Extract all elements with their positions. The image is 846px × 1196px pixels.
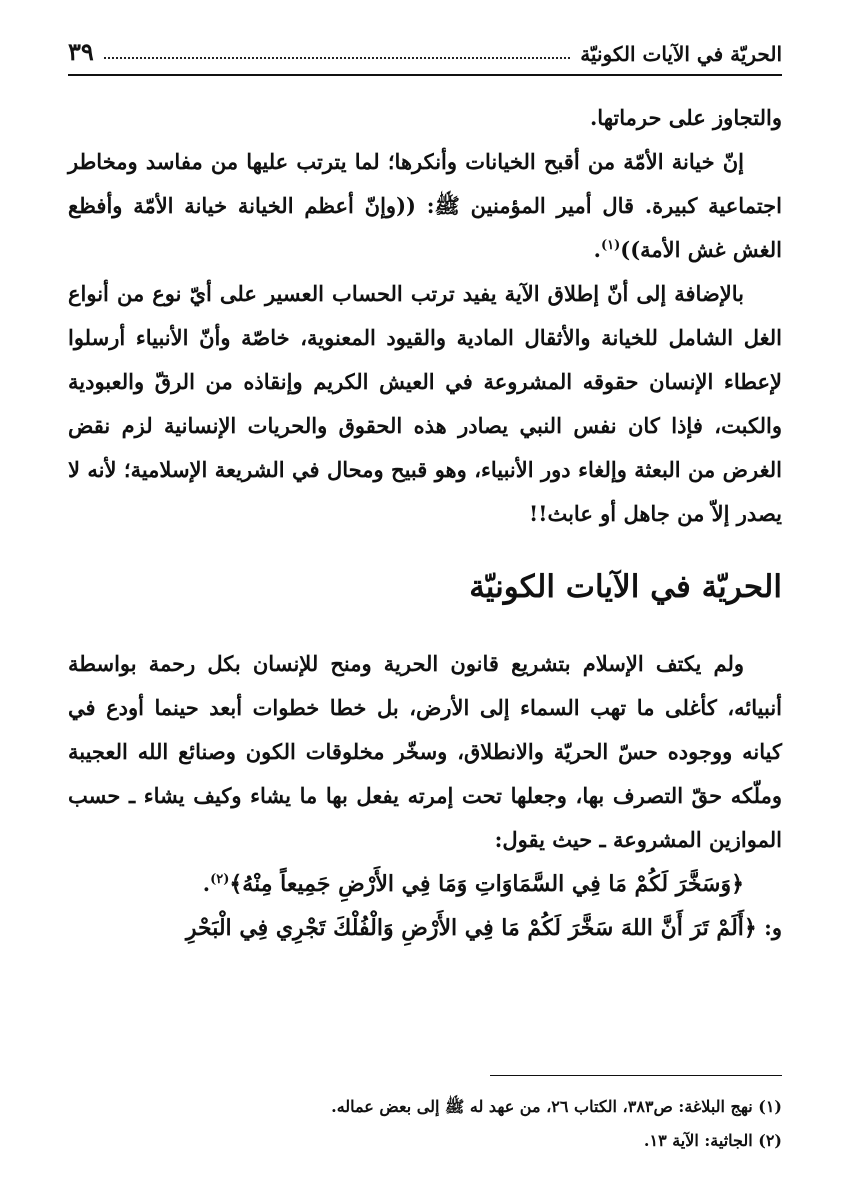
footnote-ref-2: (٢) bbox=[210, 872, 230, 887]
body-text bbox=[68, 96, 782, 950]
leader-dots bbox=[104, 56, 570, 59]
footnote-2: (٢) الجاثية: الآية ١٣. bbox=[643, 1131, 782, 1150]
quran-verse-1-text: ﴿وَسَخَّرَ لَكُمْ مَا فِي السَّمَاوَاتِ وَمَا فِي الأَرْضِ جَمِيعاً مِنْهُ﴾ bbox=[229, 871, 744, 897]
paragraph-3: بالإضافة إلى أنّ إطلاق الآية يفيد ترتب الحساب العسير على أيّ نوع من أنواع الغل الشامل للخيانة والأثقال المادية والقيود المعنوية، خاصّة وأنّ الأنبياء أرسلوا لإعطاء الإنسان حقوقه المشروعة في العيش الكريم وإنقاذه من الرقّ والعبودية والكبت، فإذا كان نفس النبي يصادر هذه الحقوق والحريات الإنسانية لزم نقض الغرض من البعثة وإلغاء دور الأنبياء، وهو قبيح ومحال في الشريعة الإسلامية؛ لأنه لا يصدر إلاّ من جاهل أو عابث!! bbox=[68, 281, 782, 526]
paragraph-4: ولم يكتف الإسلام بتشريع قانون الحرية ومنح للإنسان بكل رحمة بواسطة أنبيائه، كأغلى ما تهب السماء إلى الأرض، بل خطا خطوات أبعد حينما أودع في كيانه ووجوده حسّ الحريّة والانطلاق، وسخّر مخلوقات الكون وصنائع الله العجيبة وملّكه حقّ التصرف بها، وجعلها تحت إمرته يفعل بها ما يشاء وكيف يشاء ـ حسب الموازين المشروعة ـ حيث يقول: bbox=[68, 651, 782, 852]
footnote-rule bbox=[490, 1075, 782, 1076]
footnotes bbox=[68, 1090, 782, 1158]
running-header bbox=[68, 30, 782, 66]
header-rule bbox=[68, 74, 782, 76]
quran-verse-1 bbox=[68, 862, 782, 906]
section-title: الحريّة في الآيات الكونيّة bbox=[469, 569, 782, 605]
footnote-1: (١) نهج البلاغة: ص٣٨٣، الكتاب ٢٦، من عهد له ﷺ إلى بعض عماله. bbox=[331, 1097, 782, 1116]
paragraph-2-end: . bbox=[593, 237, 601, 262]
document-page bbox=[68, 30, 782, 1170]
quran-verse-2-text: ﴿أَلَمْ تَرَ أَنَّ اللهَ سَخَّرَ لَكُمْ مَا فِي الأَرْضِ وَالْفُلْكَ تَجْرِي فِي الْبَحْرِ bbox=[185, 915, 757, 941]
quran-verse-2 bbox=[68, 906, 782, 950]
footnote-ref-1: (١) bbox=[600, 238, 621, 253]
page-number: ٣٩ bbox=[68, 37, 94, 66]
running-title: الحريّة في الآيات الكونيّة bbox=[580, 42, 782, 66]
paragraph-2-text: إنّ خيانة الأمّة من أقبح الخيانات وأنكرها؛ لما يترتب عليها من مفاسد ومخاطر اجتماعية كبيرة. قال أمير المؤمنين ﷺ: ((وإنّ أعظم الخيانة خيانة الأمّة وأفظع الغش غش الأمة)) bbox=[68, 149, 782, 262]
paragraph-2 bbox=[68, 140, 782, 272]
quran-verse-1-end: . bbox=[202, 871, 211, 896]
quran-verse-2-prefix: و: bbox=[756, 915, 782, 940]
paragraph-1: والتجاوز على حرماتها. bbox=[589, 105, 782, 130]
